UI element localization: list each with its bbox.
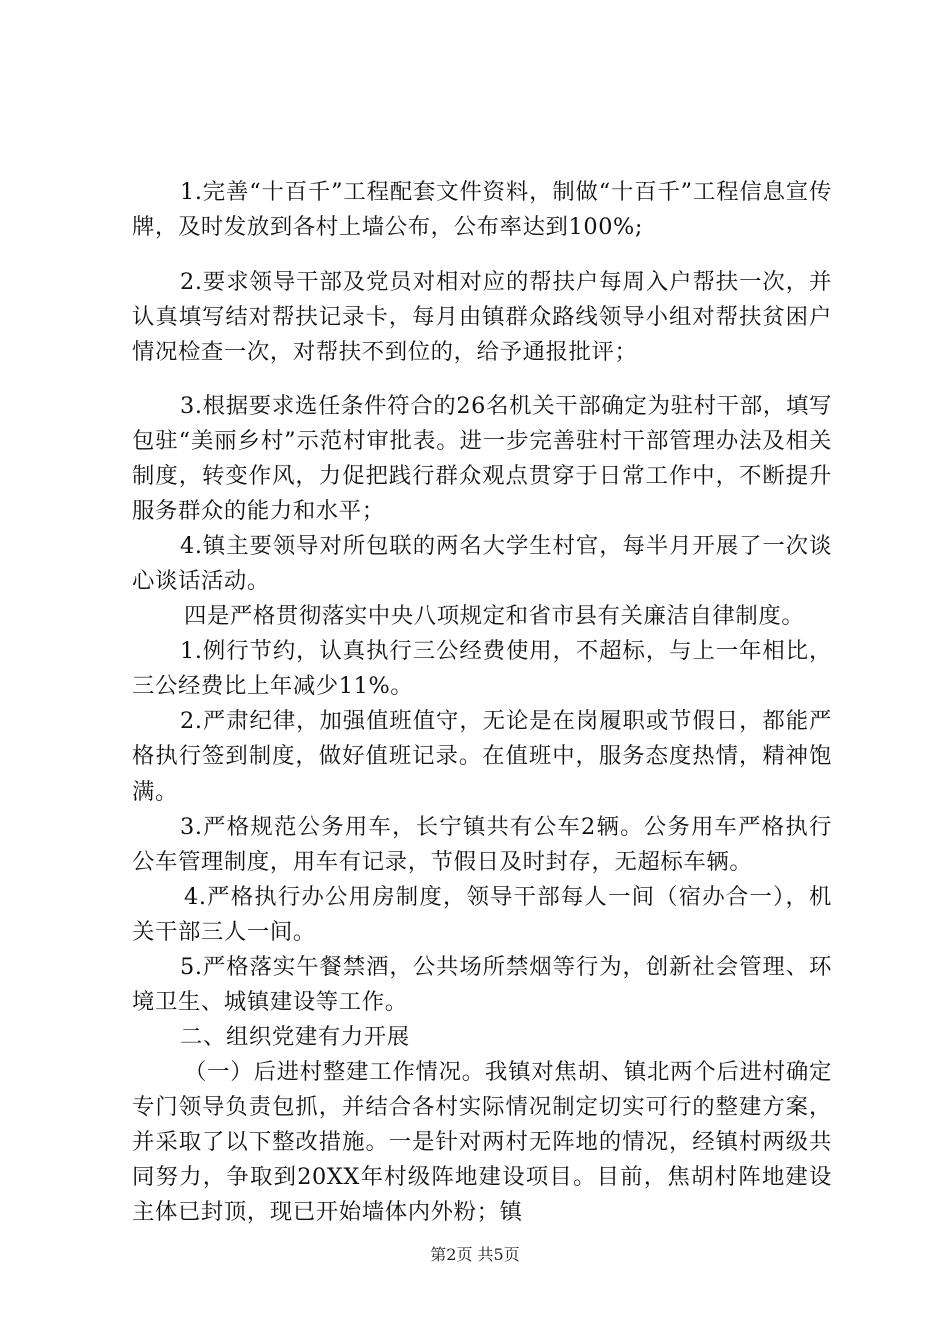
paragraph-11-clip bbox=[132, 1055, 832, 1230]
paragraph-1: 1.完善“十百千”工程配套文件资料，制做“十百千”工程信息宣传牌，及时发放到各村上墙公布，公布率达到100%; bbox=[132, 179, 832, 241]
paragraph-2: 2.要求领导干部及党员对相对应的帮扶户每周入户帮扶一次，并认真填写结对帮扶记录卡，每月由镇群众路线领导小组对帮扶贫困户情况检查一次，对帮扶不到位的，给予通报批评； bbox=[132, 268, 832, 365]
paragraph-3: 3.根据要求选任条件符合的26名机关干部确定为驻村干部，填写包驻“美丽乡村”示范村审批表。进一步完善驻村干部管理办法及相关制度，转变作风，力促把践行群众观点贯穿于日常工作中，不断提升服务群众的能力和水平； bbox=[132, 393, 832, 525]
paragraph-4: 4.镇主要领导对所包联的两名大学生村官，每半月开展了一次谈心谈话活动。 bbox=[132, 533, 832, 595]
page-footer: 第2页 共5页 bbox=[430, 1245, 520, 1264]
paragraph-6: 1.例行节约，认真执行三公经费使用，不超标，与上一年相比，三公经费比上年减少11%。 bbox=[132, 638, 832, 700]
paragraph-11: （一）后进村整建工作情况。我镇对焦胡、镇北两个后进村确定专门领导负责包抓，并结合各村实际情况制定切实可行的整建方案，并采取了以下整改措施。一是针对两村无阵地的情况，经镇村两级共同努力，争取到20XX年村级阵地建设项目。目前，焦胡村阵地建设主体已封顶，现已开始墙体内外粉；镇 bbox=[132, 1058, 832, 1225]
paragraph-7: 2.严肃纪律，加强值班值守，无论是在岗履职或节假日，都能严格执行签到制度，做好值班记录。在值班中，服务态度热情，精神饱满。 bbox=[132, 708, 832, 805]
paragraph-5: 四是严格贯彻落实中央八项规定和省市县有关廉洁自律制度。 bbox=[184, 603, 805, 630]
section-heading: 二、组织党建有力开展 bbox=[180, 1023, 410, 1050]
paragraph-9: 4.严格执行办公用房制度，领导干部每人一间（宿办合一），机关干部三人一间。 bbox=[132, 883, 832, 945]
paragraph-8: 3.严格规范公务用车，长宁镇共有公车2辆。公务用车严格执行公车管理制度，用车有记录，节假日及时封存，无超标车辆。 bbox=[132, 813, 832, 875]
paragraph-10: 5.严格落实午餐禁酒，公共场所禁烟等行为，创新社会管理、环境卫生、城镇建设等工作。 bbox=[132, 953, 832, 1015]
